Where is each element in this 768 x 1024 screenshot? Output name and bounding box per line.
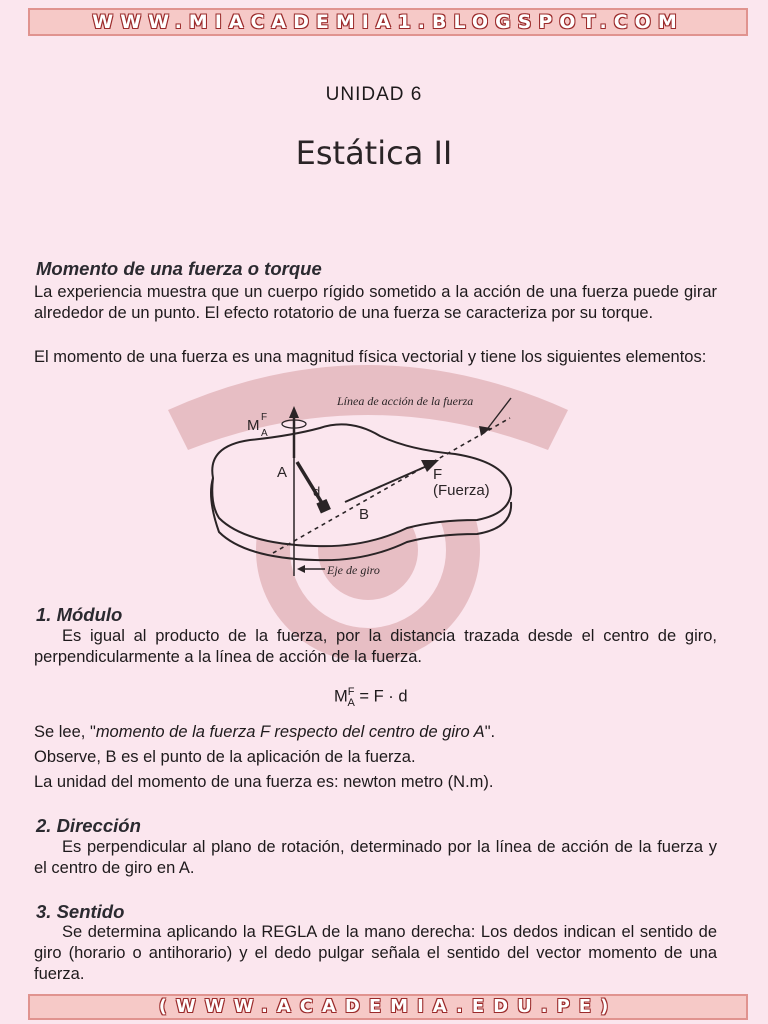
- reading-sentence: [34, 722, 717, 743]
- formula-m: M: [334, 687, 348, 706]
- distance-label: d: [313, 484, 321, 499]
- reading-prefix: Se lee, ": [34, 723, 96, 741]
- moment-label-sub: A: [261, 428, 268, 439]
- direccion-paragraph: Es perpendicular al plano de rotación, determinado por la línea de acción de la fuerza y el centro de giro en A.: [34, 838, 717, 877]
- point-a-label: A: [277, 464, 288, 481]
- moment-formula: [334, 686, 408, 709]
- modulo-paragraph: Es igual al producto de la fuerza, por la distancia trazada desde el centro de giro, perpendicularmente a la línea de acción de la fuerza.: [34, 627, 717, 666]
- axis-label: Eje de giro: [327, 563, 380, 577]
- force-label: (Fuerza): [433, 482, 490, 499]
- force-symbol: F: [433, 466, 443, 483]
- unit-label: UNIDAD 6: [325, 84, 423, 105]
- observe-sentence: Observe, B es el punto de la aplicación de la fuerza.: [34, 748, 416, 766]
- formula-sup: F: [347, 686, 355, 698]
- reading-suffix: ".: [484, 723, 496, 741]
- moment-label-sup: F: [261, 412, 268, 423]
- point-b-label: B: [359, 506, 370, 523]
- axis-pointer-arrowhead: [297, 565, 305, 573]
- formula-sub: A: [347, 696, 355, 709]
- header-banner: WWW.MIACADEMIA1.BLOGSPOT.COM: [28, 8, 748, 36]
- page-title: Estática II: [295, 134, 453, 172]
- section-heading-sentido: 3. Sentido: [36, 901, 125, 922]
- torque-diagram: [205, 388, 535, 583]
- label-pointer: [485, 398, 511, 432]
- moment-arrowhead: [289, 406, 299, 418]
- section-heading-modulo: 1. Módulo: [36, 604, 123, 625]
- moment-label: M: [247, 417, 260, 434]
- line-of-action-label: Línea de acción de la fuerza: [337, 394, 474, 408]
- unit-sentence: La unidad del momento de una fuerza es: newton metro (N.m).: [34, 773, 494, 791]
- section-heading-torque: Momento de una fuerza o torque: [36, 258, 322, 279]
- torque-paragraph-2: El momento de una fuerza es una magnitud física vectorial y tiene los siguientes elementos:: [34, 348, 707, 366]
- formula-rhs: = F · d: [354, 687, 408, 706]
- sentido-paragraph: Se determina aplicando la REGLA de la mano derecha: Los dedos indican el sentido de giro (horario o antihorario) y el dedo pulgar señala el sentido del vector momento de una fuerza.: [34, 923, 717, 983]
- section-heading-direccion: 2. Dirección: [36, 815, 141, 836]
- footer-banner: (WWW.ACADEMIA.EDU.PE): [28, 994, 748, 1020]
- torque-paragraph-1: La experiencia muestra que un cuerpo rígido sometido a la acción de una fuerza puede girar alrededor de un punto. El efecto rotatorio de una fuerza se caracteriza por su torque.: [34, 283, 717, 322]
- reading-italic: momento de la fuerza F respecto del centro de giro A: [95, 723, 485, 741]
